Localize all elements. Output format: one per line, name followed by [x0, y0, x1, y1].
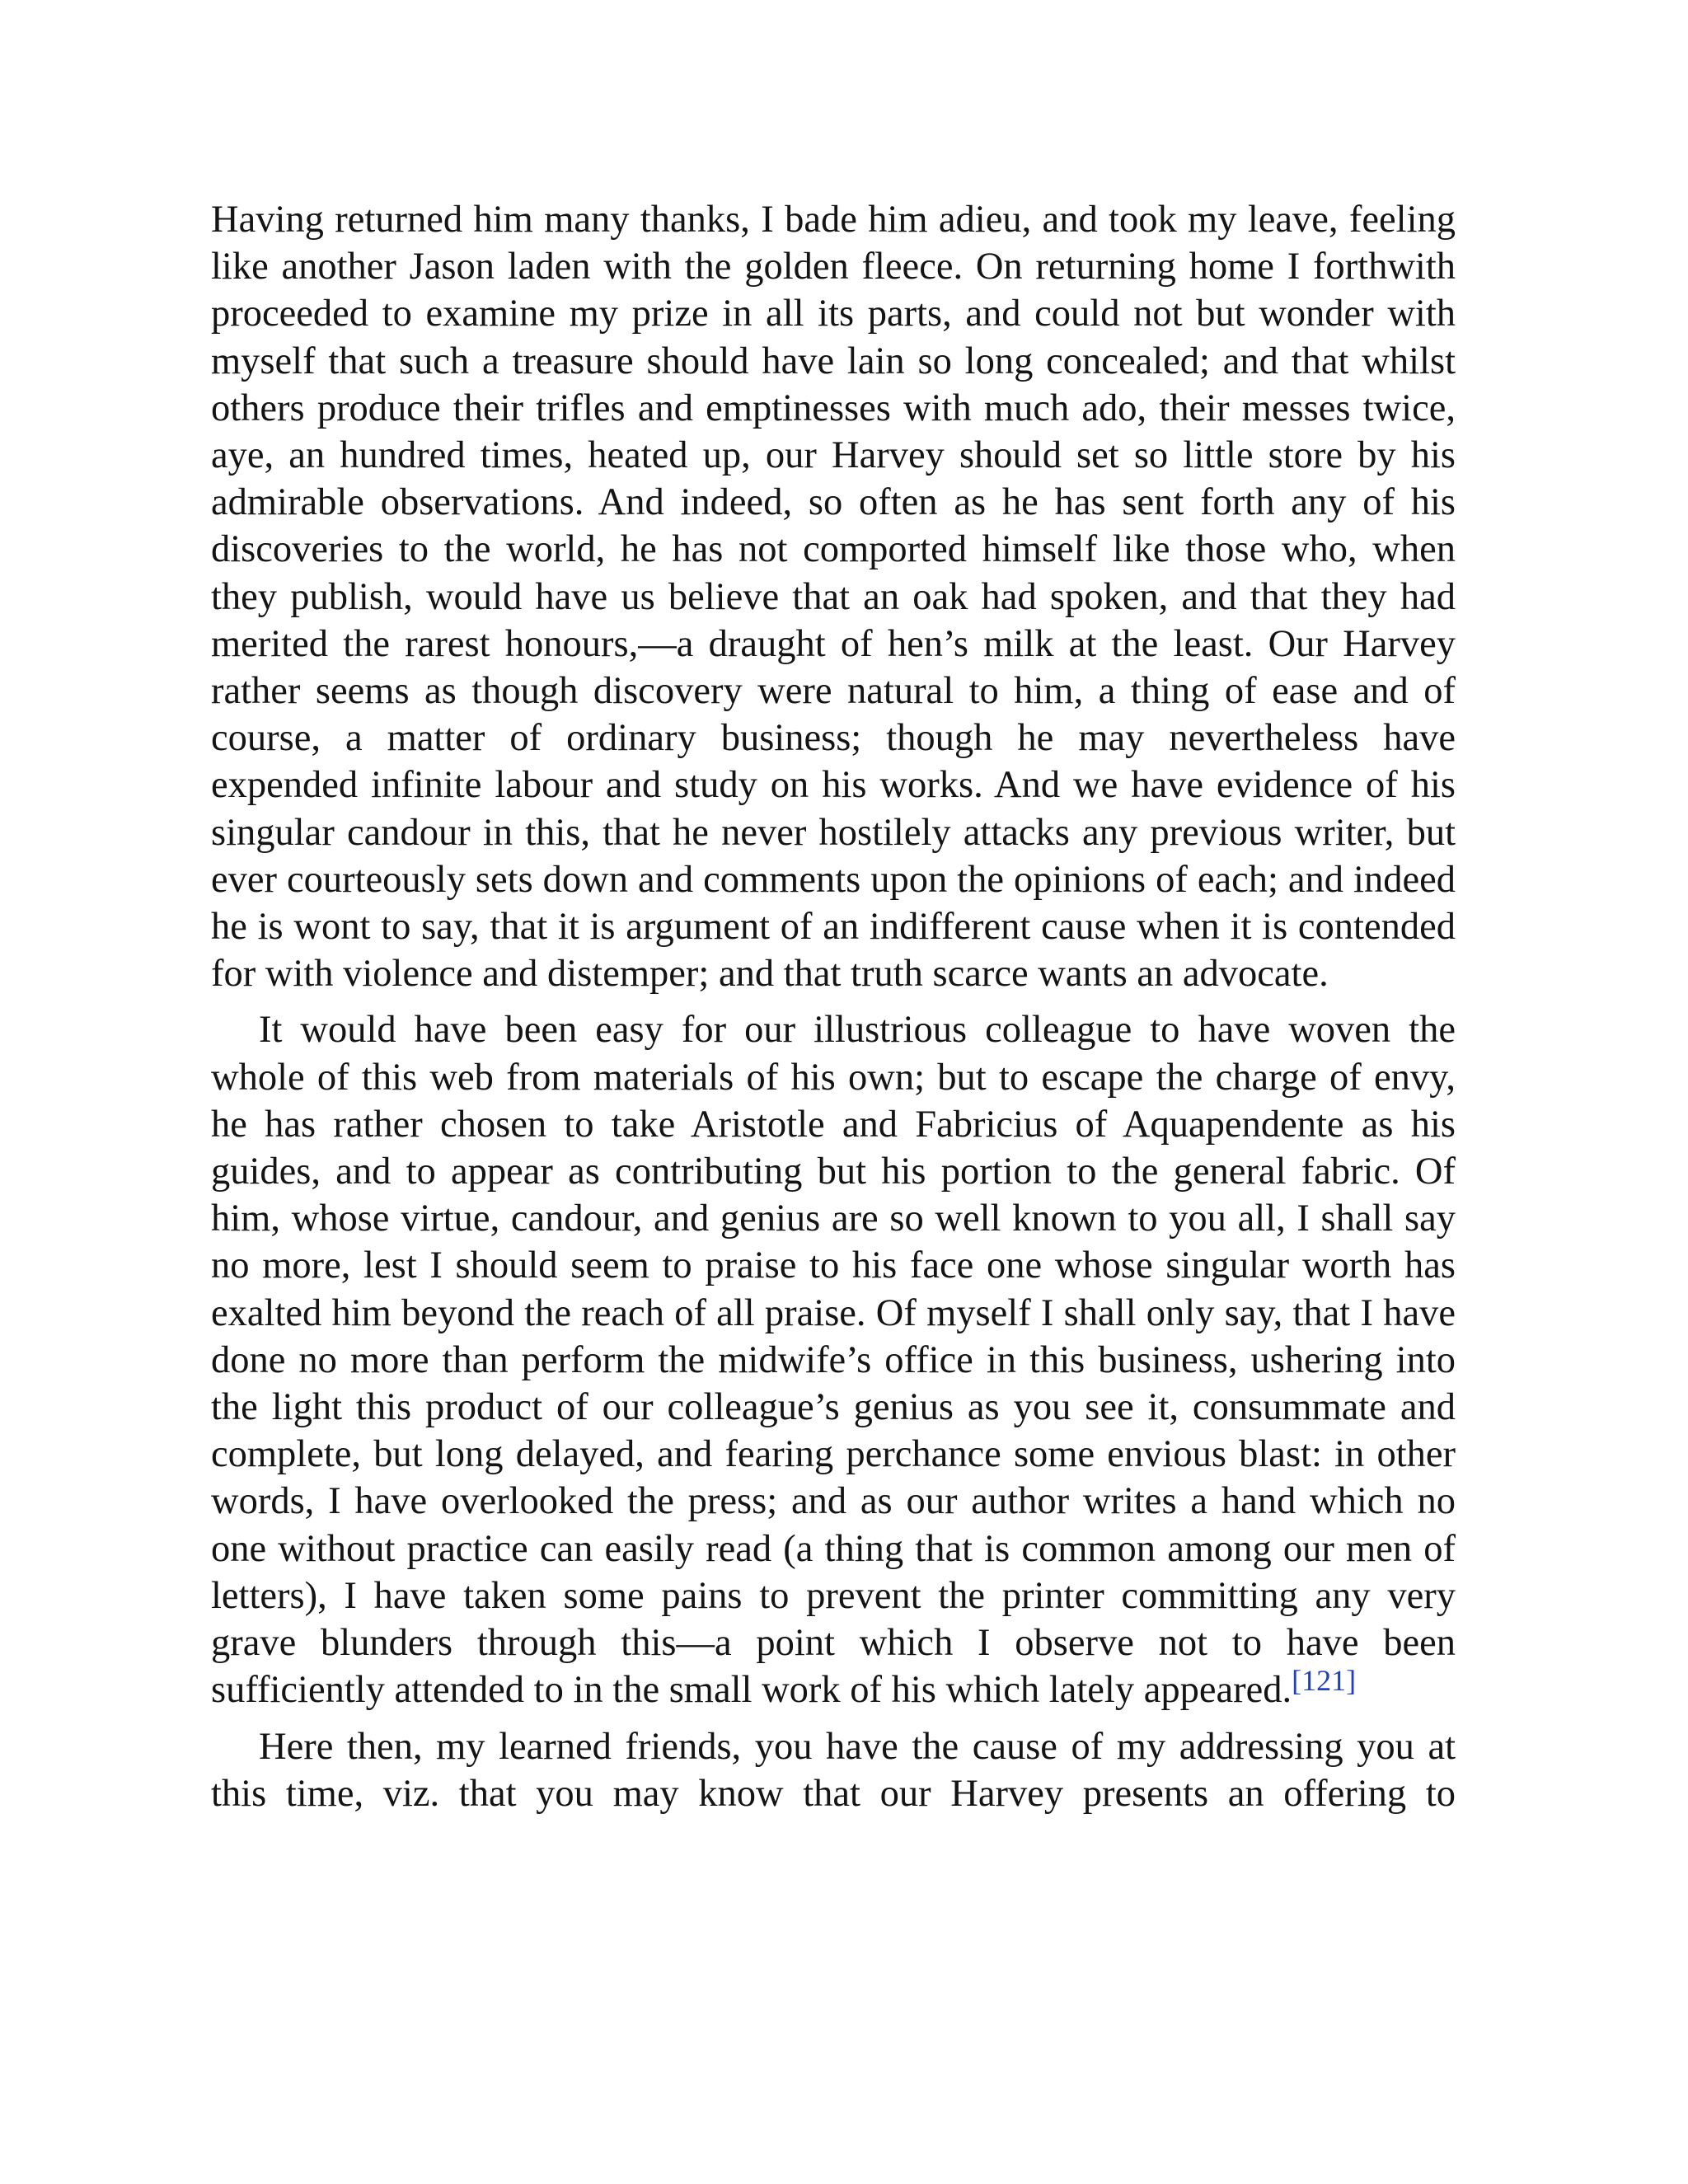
- paragraph: [211, 1006, 1456, 1713]
- page-body: [211, 196, 1456, 1817]
- paragraph: [211, 1723, 1456, 1817]
- paragraph-text: Having returned him many thanks, I bade him adieu, and took my leave, feeling like another Jason laden with the golden fleece. On returning home I forthwith proceeded to examine my prize in all its parts, and could not but wonder with myself that such a treasure should have lain so long concealed; and that whilst others produce their trifles and emptinesses with much ado, their messes twice, aye, an hundred times, heated up, our Harvey should set so little store by his admirable observations. And indeed, so often as he has sent forth any of his discoveries to the world, he has not comported himself like those who, when they publish, would have us believe that an oak had spoken, and that they had merited the rarest honours,—a draught of hen’s milk at the least. Our Harvey rather seems as though discovery were natural to him, a thing of ease and of course, a matter of ordinary business; though he may nevertheless have expended infinite labour and study on his works. And we have evidence of his singular candour in this, that he never hostilely attacks any previous writer, but ever courteously sets down and comments upon the opinions of each; and indeed he is wont to say, that it is argument of an indifferent cause when it is contended for with violence and distemper; and that truth scarce wants an advocate.: [211, 199, 1456, 996]
- paragraph: [211, 196, 1456, 997]
- footnote-link[interactable]: [121]: [1292, 1664, 1357, 1698]
- paragraph-text: Here then, my learned friends, you have the cause of my addressing you at this time, viz. that you may know that our Harvey presents an offering to: [211, 1725, 1456, 1815]
- paragraph-text: It would have been easy for our illustrious colleague to have woven the whole of this web from materials of his own; but to escape the charge of envy, he has rather chosen to take Aristotle and Fabricius of Aquapendente as his guides, and to appear as contributing but his portion to the general fabric. Of him, whose virtue, candour, and genius are so well known to you all, I shall say no more, lest I should seem to praise to his face one whose singular worth has exalted him beyond the reach of all praise. Of myself I shall only say, that I have done no more than perform the midwife’s office in this business, ushering into the light this product of our colleague’s genius as you see it, consummate and complete, but long delayed, and fearing perchance some envious blast: in other words, I have overlooked the press; and as our author writes a hand which no one without practice can easily read (a thing that is common among our men of letters), I have taken some pains to prevent the printer committing any very grave blunders through this—a point which I observe not to have been sufficiently attended to in the small work of his which lately appeared.: [211, 1009, 1456, 1712]
